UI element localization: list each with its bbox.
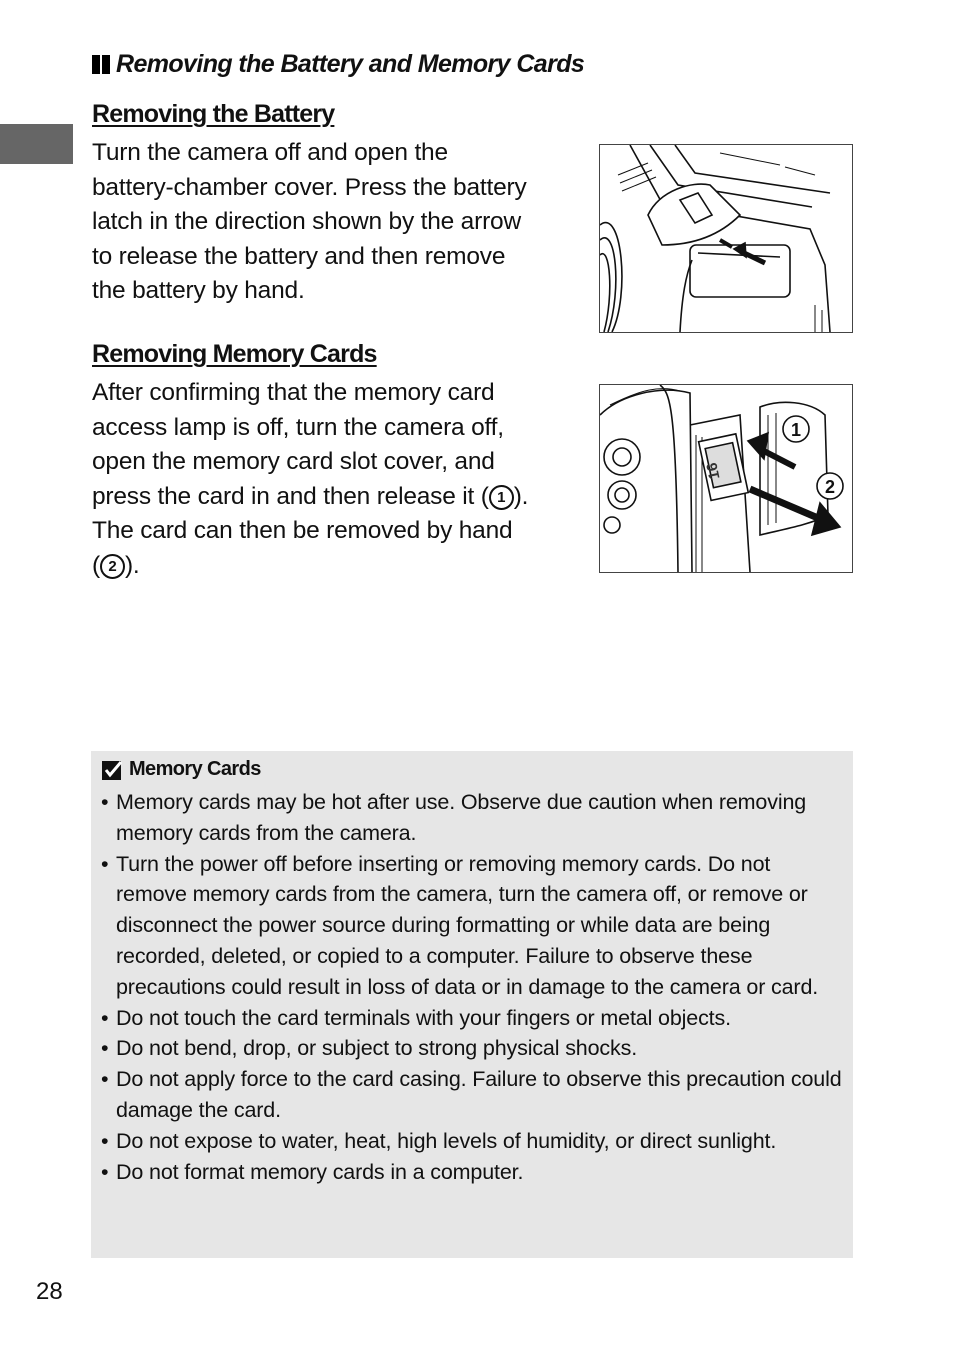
memory-cards-note [91,751,853,1258]
list-item: • Memory cards may be hot after use. Observe due caution when removing memory cards from the camera. [101,787,845,849]
section-marker-icon [92,55,110,74]
step-2-marker: 2 [100,554,125,579]
list-item: • Do not bend, drop, or subject to strong physical shocks. [101,1033,845,1064]
chapter-tab [0,124,73,164]
memory-card-removal-illustration [599,384,853,573]
card-capacity-label: 16 [703,461,724,481]
step-1-marker: 1 [489,485,514,510]
page-number: 28 [36,1278,63,1305]
list-item: • Turn the power off before inserting or removing memory cards. Do not remove memory cards from the camera, turn the camera off, or remove or disconnect the power source during formatting or while data are being recorded, deleted, or copied to a computer. Failure to observe these precautions could result in loss of data or in damage to the camera or card. [101,849,845,1003]
section-heading [92,50,584,79]
list-item: • Do not apply force to the card casing. Failure to observe this precaution could damage the card. [101,1064,845,1126]
memory-card-subheading: Removing Memory Cards [92,340,377,368]
callout-2-label: 2 [824,477,836,497]
list-item: • Do not touch the card terminals with your fingers or metal objects. [101,1003,845,1034]
checkmark-icon [101,759,123,781]
list-item: • Do not format memory cards in a computer. [101,1157,845,1188]
battery-instructions: Turn the camera off and open the battery-chamber cover. Press the battery latch in the direction shown by the arrow to release the battery and then remove the battery by hand. [92,139,527,305]
list-item: • Do not expose to water, heat, high levels of humidity, or direct sunlight. [101,1126,845,1157]
battery-subheading: Removing the Battery [92,100,335,128]
note-title: Memory Cards [129,758,261,780]
callout-1-label: 1 [790,420,802,440]
note-heading [101,758,261,781]
note-list [101,787,845,1187]
memory-card-instructions: After confirming that the memory card access lamp is off, turn the camera off, open the memory card slot cover, and press the card in and then release it ( 1 ). The card can then be removed by hand ( 2 ). [92,379,529,579]
section-heading-text: Removing the Battery and Memory Cards [116,50,585,78]
battery-removal-illustration [599,144,853,333]
